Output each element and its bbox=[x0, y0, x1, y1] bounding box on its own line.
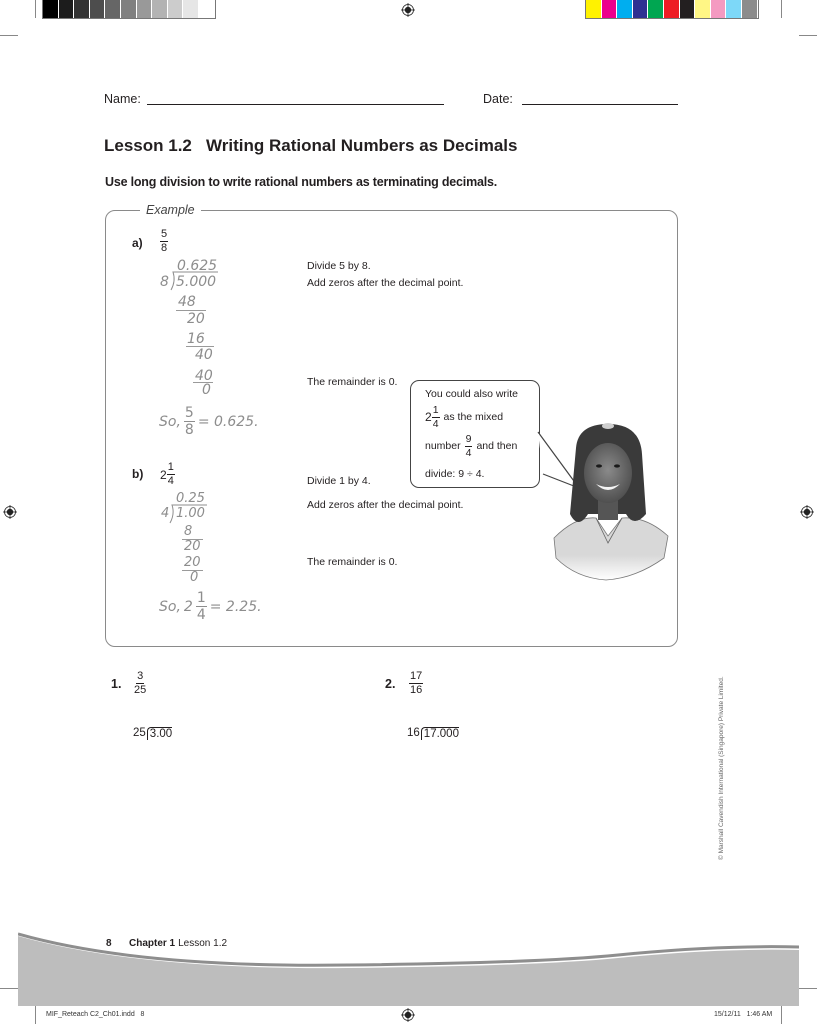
example-label: Example bbox=[140, 203, 201, 217]
step: 48 bbox=[178, 294, 196, 310]
dividend: 3.00 bbox=[147, 727, 172, 740]
whole: 2 bbox=[183, 598, 193, 615]
note: The remainder is 0. bbox=[307, 376, 398, 388]
part-a-fraction bbox=[160, 229, 168, 254]
mixed-fraction bbox=[432, 405, 440, 429]
conclusion-result: = 0.625. bbox=[197, 413, 259, 430]
color-swatch bbox=[680, 0, 696, 18]
step: 40 bbox=[195, 368, 213, 384]
date-field[interactable] bbox=[522, 104, 678, 105]
step: 0 bbox=[202, 382, 211, 398]
dividend: 17.000 bbox=[421, 727, 459, 740]
step: 20 bbox=[184, 555, 201, 570]
numerator: 3 bbox=[137, 670, 144, 682]
denominator: 8 bbox=[161, 242, 168, 254]
denominator: 4 bbox=[465, 446, 472, 459]
numerator: 5 bbox=[161, 228, 168, 240]
bubble-text: divide: 9 ÷ 4. bbox=[425, 468, 485, 480]
registration-mark-icon bbox=[800, 505, 814, 519]
denominator: 8 bbox=[184, 422, 194, 438]
numerator: 5 bbox=[184, 405, 194, 421]
girl-illustration bbox=[546, 418, 672, 583]
conclusion-fraction bbox=[196, 591, 207, 622]
grayscale-color-bar bbox=[42, 0, 216, 19]
color-swatch bbox=[586, 0, 602, 18]
crop-mark bbox=[35, 1005, 36, 1024]
copyright-notice: © Marshall Cavendish International (Singapore) Private Limited. bbox=[718, 676, 725, 860]
divisor: 25 bbox=[133, 727, 146, 739]
part-a-conclusion bbox=[159, 406, 259, 437]
numerator: 1 bbox=[167, 461, 174, 473]
exercise-2-fraction bbox=[409, 671, 423, 696]
conclusion-prefix: So, bbox=[159, 598, 181, 615]
conclusion-fraction bbox=[184, 406, 195, 437]
step: 20 bbox=[187, 311, 205, 327]
note: Divide 5 by 8. bbox=[307, 260, 371, 272]
color-swatch bbox=[105, 0, 121, 18]
dividend: 5.000 bbox=[176, 274, 217, 290]
exercise-2-division[interactable] bbox=[407, 727, 459, 740]
whole: 2 bbox=[425, 410, 432, 424]
divisor: 4 bbox=[161, 506, 170, 521]
conclusion-prefix: So, bbox=[159, 413, 181, 430]
chapter: Chapter 1 bbox=[129, 938, 176, 949]
color-swatch bbox=[168, 0, 184, 18]
color-swatch bbox=[74, 0, 90, 18]
color-swatch bbox=[726, 0, 742, 18]
note: Add zeros after the decimal point. bbox=[307, 277, 464, 289]
bubble-text: You could also write bbox=[425, 388, 519, 400]
name-label: Name: bbox=[104, 92, 141, 106]
note: The remainder is 0. bbox=[307, 556, 398, 568]
denominator: 4 bbox=[432, 417, 439, 430]
exercise-1-division[interactable] bbox=[133, 727, 172, 740]
crop-mark bbox=[35, 0, 36, 18]
crop-mark bbox=[781, 1005, 782, 1024]
note: Divide 1 by 4. bbox=[307, 475, 371, 487]
part-a-marker: a) bbox=[132, 236, 143, 250]
color-swatch bbox=[90, 0, 106, 18]
numerator: 9 bbox=[465, 433, 472, 445]
crop-mark bbox=[0, 35, 18, 36]
quotient: 0.625 bbox=[177, 258, 218, 274]
color-swatch bbox=[617, 0, 633, 18]
conclusion-result: = 2.25. bbox=[209, 598, 262, 615]
timestamp: 15/12/11 1:46 AM bbox=[714, 1011, 773, 1018]
part-b-conclusion bbox=[159, 591, 262, 622]
color-swatch bbox=[152, 0, 168, 18]
crop-mark bbox=[0, 988, 18, 989]
bubble-text: as the mixed bbox=[443, 411, 504, 423]
numerator: 17 bbox=[410, 670, 423, 682]
exercise-1-fraction bbox=[134, 671, 146, 696]
bubble-mixed-line bbox=[425, 405, 503, 429]
quotient: 0.25 bbox=[176, 491, 205, 506]
exercise-2-number: 2. bbox=[385, 677, 396, 691]
denominator: 25 bbox=[134, 684, 147, 696]
color-swatch bbox=[602, 0, 618, 18]
file-name: MIF_Reteach C2_Ch01.indd 8 bbox=[46, 1011, 145, 1018]
color-swatch bbox=[43, 0, 59, 18]
date-label: Date: bbox=[483, 92, 513, 106]
dividend: 1.00 bbox=[176, 506, 205, 521]
instruction: Use long division to write rational numbers as terminating decimals. bbox=[105, 175, 498, 189]
name-field[interactable] bbox=[147, 104, 444, 105]
step: 20 bbox=[184, 539, 201, 554]
lesson-title: Lesson 1.2 Writing Rational Numbers as Decimals bbox=[104, 136, 518, 155]
color-swatch bbox=[742, 0, 758, 18]
registration-mark-icon bbox=[401, 1008, 415, 1022]
registration-mark-icon bbox=[3, 505, 17, 519]
divisor: 16 bbox=[407, 727, 420, 739]
color-swatch bbox=[648, 0, 664, 18]
mixed-fraction bbox=[167, 462, 175, 487]
denominator: 4 bbox=[196, 607, 206, 623]
part-b-mixed-number bbox=[160, 462, 175, 487]
bubble-text: number bbox=[425, 440, 461, 452]
color-swatch bbox=[137, 0, 153, 18]
color-swatch bbox=[59, 0, 75, 18]
denominator: 16 bbox=[410, 684, 423, 696]
bubble-text: and then bbox=[476, 440, 518, 452]
color-swatch bbox=[183, 0, 199, 18]
bubble-mixed-number bbox=[425, 405, 440, 429]
color-swatch bbox=[664, 0, 680, 18]
color-swatch bbox=[633, 0, 649, 18]
lesson: Lesson 1.2 bbox=[178, 938, 228, 949]
footer-chapter-label bbox=[129, 938, 227, 949]
color-swatch bbox=[711, 0, 727, 18]
bubble-fraction bbox=[465, 434, 473, 458]
crop-mark bbox=[781, 0, 782, 18]
numerator: 1 bbox=[432, 404, 439, 416]
step: 8 bbox=[184, 524, 193, 539]
denominator: 4 bbox=[167, 475, 174, 487]
process-color-bar bbox=[585, 0, 759, 19]
bubble-fraction-line bbox=[425, 434, 517, 458]
crop-mark bbox=[799, 988, 817, 989]
color-swatch bbox=[695, 0, 711, 18]
color-swatch bbox=[121, 0, 137, 18]
part-b-marker: b) bbox=[132, 467, 144, 481]
step: 0 bbox=[190, 570, 199, 585]
whole: 2 bbox=[160, 467, 167, 482]
crop-mark bbox=[799, 35, 817, 36]
page-number: 8 bbox=[106, 938, 112, 949]
note: Add zeros after the decimal point. bbox=[307, 499, 464, 511]
divisor: 8 bbox=[160, 274, 169, 290]
color-swatch bbox=[199, 0, 215, 18]
registration-mark-icon bbox=[401, 3, 415, 17]
numerator: 1 bbox=[196, 590, 206, 606]
step: 16 bbox=[187, 331, 205, 347]
exercise-1-number: 1. bbox=[111, 677, 122, 691]
step: 40 bbox=[195, 347, 213, 363]
